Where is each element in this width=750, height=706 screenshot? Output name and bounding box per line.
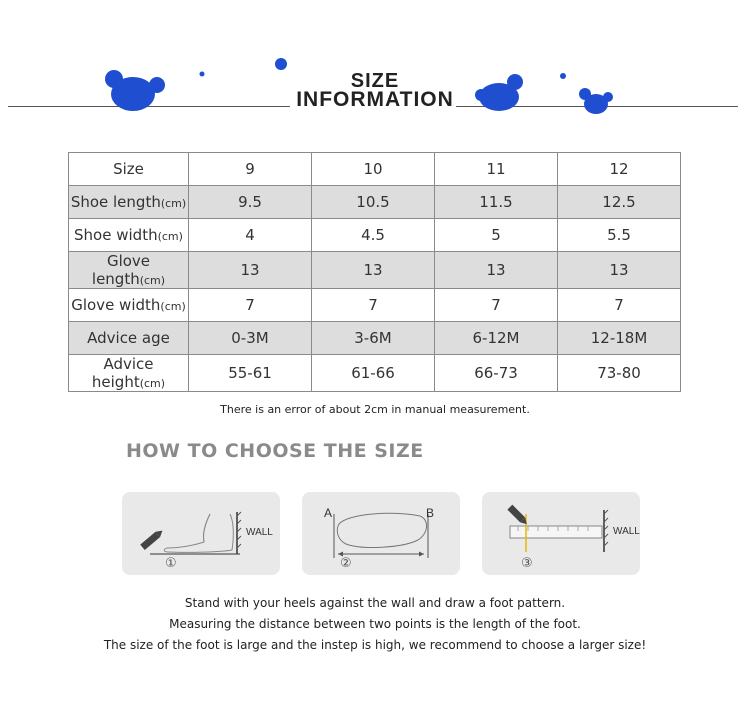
step-panel-1 (122, 492, 280, 575)
row-unit: (cm) (139, 377, 166, 390)
table-cell: 3-6M (312, 322, 435, 355)
table-cell: 7 (435, 289, 558, 322)
table-cell: 10 (312, 153, 435, 186)
row-label-text: Advice age (87, 329, 170, 347)
table-cell: 12-18M (558, 322, 681, 355)
table-cell: 5 (435, 219, 558, 252)
table-cell: 4.5 (312, 219, 435, 252)
measurement-note: There is an error of about 2cm in manual measurement. (220, 403, 530, 416)
table-cell: 6-12M (435, 322, 558, 355)
table-cell: 12 (558, 153, 681, 186)
title-information: INFORMATION (296, 88, 454, 111)
table-row (69, 322, 681, 355)
table-row (69, 355, 681, 392)
step-number-3: ③ (521, 556, 533, 571)
title-size: SIZE (350, 70, 400, 92)
row-label-text: Size (113, 160, 144, 178)
instruction-line-2: Measuring the distance between two points is the length of the foot. (169, 617, 581, 631)
table-cell: 7 (189, 289, 312, 322)
step-number-2: ② (340, 556, 352, 571)
table-cell: 61-66 (312, 355, 435, 392)
row-label-text: Glove width (71, 296, 161, 314)
point-b-label: B (426, 506, 435, 520)
table-cell: 55-61 (189, 355, 312, 392)
row-label (69, 219, 189, 252)
how-to-choose-title: HOW TO CHOOSE THE SIZE (126, 440, 424, 462)
wall-label: WALL (613, 526, 640, 537)
table-cell: 0-3M (189, 322, 312, 355)
row-label (69, 355, 189, 392)
table-cell: 13 (558, 252, 681, 289)
table-cell: 9 (189, 153, 312, 186)
table-cell: 13 (435, 252, 558, 289)
foot-outline-measure-icon (302, 492, 460, 575)
row-label (69, 322, 189, 355)
table-cell: 66-73 (435, 355, 558, 392)
row-label (69, 186, 189, 219)
row-label (69, 252, 189, 289)
table-cell: 4 (189, 219, 312, 252)
row-label-text: Glove length (91, 252, 151, 288)
table-cell: 73-80 (558, 355, 681, 392)
wall-label: WALL (246, 527, 273, 538)
instruction-line-3: The size of the foot is large and the instep is high, we recommend to choose a larger size! (103, 638, 647, 652)
row-unit: (cm) (160, 300, 186, 313)
step-panel-2 (302, 492, 460, 575)
table-cell: 9.5 (189, 186, 312, 219)
row-unit: (cm) (139, 274, 166, 287)
table-cell: 10.5 (312, 186, 435, 219)
step-number-1: ① (165, 556, 177, 571)
row-unit: (cm) (157, 230, 183, 243)
table-cell: 7 (312, 289, 435, 322)
table-row (69, 186, 681, 219)
dot-icon (275, 58, 287, 70)
table-row (69, 219, 681, 252)
table-cell: 12.5 (558, 186, 681, 219)
row-label-text: Advice height (91, 355, 154, 391)
table-cell: 7 (558, 289, 681, 322)
table-cell: 13 (189, 252, 312, 289)
table-cell: 11 (435, 153, 558, 186)
row-label-text: Shoe width (74, 226, 158, 244)
step-panel-3 (482, 492, 640, 575)
table-cell: 5.5 (558, 219, 681, 252)
table-row (69, 252, 681, 289)
row-label-text: Shoe length (70, 193, 161, 211)
row-label (69, 289, 189, 322)
table-row (69, 153, 681, 186)
row-unit: (cm) (160, 197, 187, 210)
table-cell: 11.5 (435, 186, 558, 219)
instruction-line-1: Stand with your heels against the wall and draw a foot pattern. (184, 596, 566, 610)
point-a-label: A (324, 506, 333, 520)
table-cell: 13 (312, 252, 435, 289)
size-table (68, 152, 681, 392)
row-label (69, 153, 189, 186)
table-row (69, 289, 681, 322)
